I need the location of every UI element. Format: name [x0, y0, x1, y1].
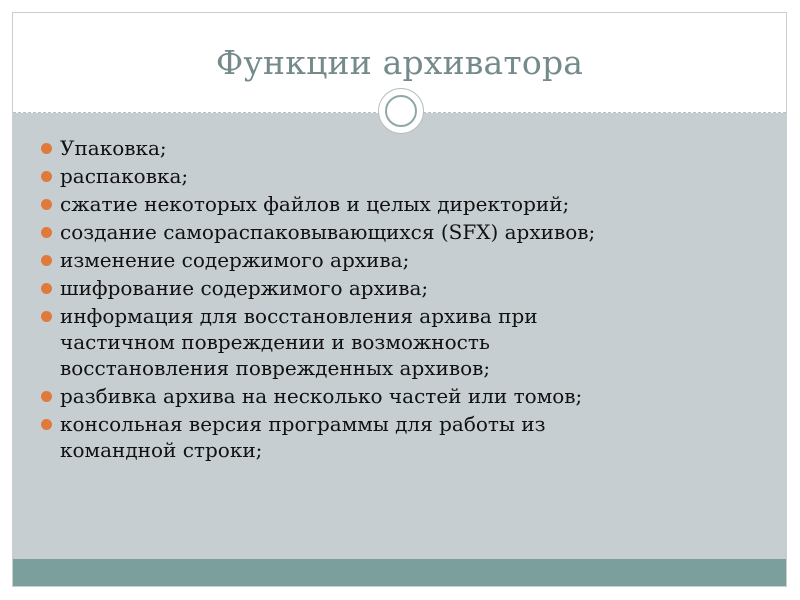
bullet-icon: [41, 391, 52, 402]
bullet-list: [27, 135, 767, 465]
list-item: [27, 247, 767, 273]
list-item: [27, 303, 767, 381]
list-item-text: информация для восстановления архива при частичном повреждении и возможность восстановления поврежденных архивов;: [60, 304, 538, 380]
list-item: [27, 219, 767, 245]
list-item-text: Упаковка;: [60, 136, 167, 160]
bullet-icon: [41, 419, 52, 430]
list-item-text: распаковка;: [60, 164, 189, 188]
list-item: [27, 383, 767, 409]
list-item: [27, 163, 767, 189]
bullet-icon: [41, 311, 52, 322]
bullet-icon: [41, 143, 52, 154]
slide-title: Функции архиватора: [215, 43, 584, 82]
bullet-icon: [41, 171, 52, 182]
footer-band: [13, 559, 786, 586]
list-item-text: создание самораспаковывающихся (SFX) архивов;: [60, 220, 596, 244]
slide: [12, 12, 787, 587]
list-item-text: консольная версия программы для работы из командной строки;: [60, 412, 546, 462]
bullet-icon: [41, 227, 52, 238]
list-item-text: шифрование содержимого архива;: [60, 276, 429, 300]
list-item-text: изменение содержимого архива;: [60, 248, 410, 272]
bullet-icon: [41, 255, 52, 266]
list-item-text: разбивка архива на несколько частей или томов;: [60, 384, 583, 408]
list-item-text: сжатие некоторых файлов и целых директорий;: [60, 192, 570, 216]
list-item: [27, 411, 767, 463]
bullet-icon: [41, 283, 52, 294]
circle-ornament-icon: [378, 88, 424, 134]
list-item: [27, 191, 767, 217]
bullet-icon: [41, 199, 52, 210]
list-item: [27, 135, 767, 161]
list-item: [27, 275, 767, 301]
